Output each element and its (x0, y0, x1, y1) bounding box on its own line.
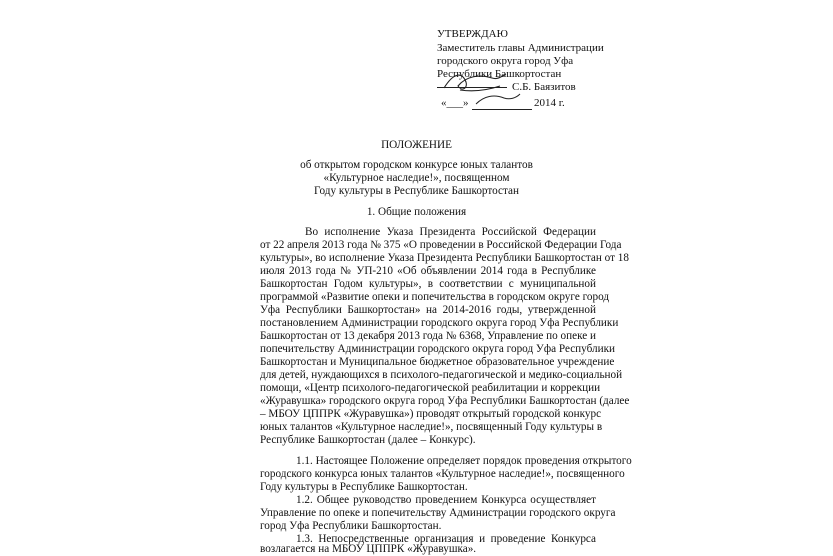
paragraph-line: попечительству Администрации городского округа город Уфа Республики (260, 343, 615, 355)
document-subtitle-3: Году культуры в Республике Башкортостан (314, 185, 519, 197)
section-heading: 1. Общие положения (366, 206, 467, 218)
paragraph-line: Республике Башкортостан (далее – Конкурс). (260, 434, 476, 446)
paragraph-line: Уфа Республики Башкортостан» на 2014-2016 годы, утвержденной (260, 304, 596, 316)
paragraph-line: городского конкурса юных талантов «Культурное наследие!», посвященного (260, 468, 625, 480)
paragraph-line: юных талантов «Культурное наследие!», посвященный Году культуры в (260, 421, 603, 433)
document-subtitle-2: «Культурное наследие!», посвященном (323, 172, 510, 184)
paragraph-line: 1.1. Настоящее Положение определяет порядок проведения открытого (296, 455, 632, 467)
paragraph-line: Башкортостан Годом культуры», в соответствии с муниципальной (260, 278, 596, 290)
handwritten-date-mark (470, 90, 522, 110)
document-title: ПОЛОЖЕНИЕ (381, 139, 452, 151)
approval-date-day: «___» (441, 97, 469, 109)
approval-signer: С.Б. Баязитов (512, 81, 576, 93)
paragraph-line: помощи, «Центр психолого-педагогической реабилитации и коррекции (260, 382, 601, 394)
approval-line-1: Заместитель главы Администрации (437, 42, 604, 54)
paragraph-line: постановлением Администрации городского округа город Уфа Республики (260, 317, 619, 329)
paragraph-line: 1.3. Непосредственные организация и проведение Конкурса (296, 533, 596, 545)
paragraph-line: Башкортостан от 13 декабря 2013 года № 6368, Управление по опеке и (260, 330, 596, 342)
approval-date-year: 2014 г. (534, 97, 565, 109)
paragraph-line: Управление по опеке и попечительству Администрации городского округа (260, 507, 616, 519)
paragraph-line: для детей, нуждающихся в психолого-педагогической и медико-социальной (260, 369, 623, 381)
paragraph-line: программой «Развитие опеки и попечительства в городском округе город (260, 291, 610, 303)
paragraph-line: возлагается на МБОУ ЦППРК «Журавушка». (260, 543, 477, 555)
document-subtitle-1: об открытом городском конкурсе юных талантов (300, 159, 533, 171)
paragraph-line: Году культуры в Республике Башкортостан. (260, 481, 468, 493)
paragraph-line: – МБОУ ЦППРК «Журавушка») проводят открытый городской конкурс (260, 408, 602, 420)
paragraph-line: Башкортостан и Муниципальное бюджетное образовательное учреждение (260, 356, 615, 368)
paragraph-line: «Журавушка» городского округа город Уфа Республики Башкортостан (далее (260, 395, 630, 407)
paragraph-line: город Уфа Республики Башкортостан. (260, 520, 442, 532)
paragraph-line: 1.2. Общее руководство проведением Конкурса осуществляет (296, 494, 596, 506)
paragraph-line: июля 2013 года № УП-210 «Об объявлении 2014 года в Республике (260, 265, 596, 277)
paragraph-line: Во исполнение Указа Президента Российской Федерации (305, 226, 596, 238)
paragraph-line: культуры», во исполнение Указа Президента Республики Башкортостан от 18 (260, 252, 629, 264)
paragraph-line: от 22 апреля 2013 года № 375 «О проведении в Российской Федерации Года (260, 239, 622, 251)
approval-title: УТВЕРЖДАЮ (437, 28, 508, 40)
approval-line-3: Республики Башкортостан (437, 68, 562, 80)
approval-line-2: городского округа город Уфа (437, 55, 574, 67)
